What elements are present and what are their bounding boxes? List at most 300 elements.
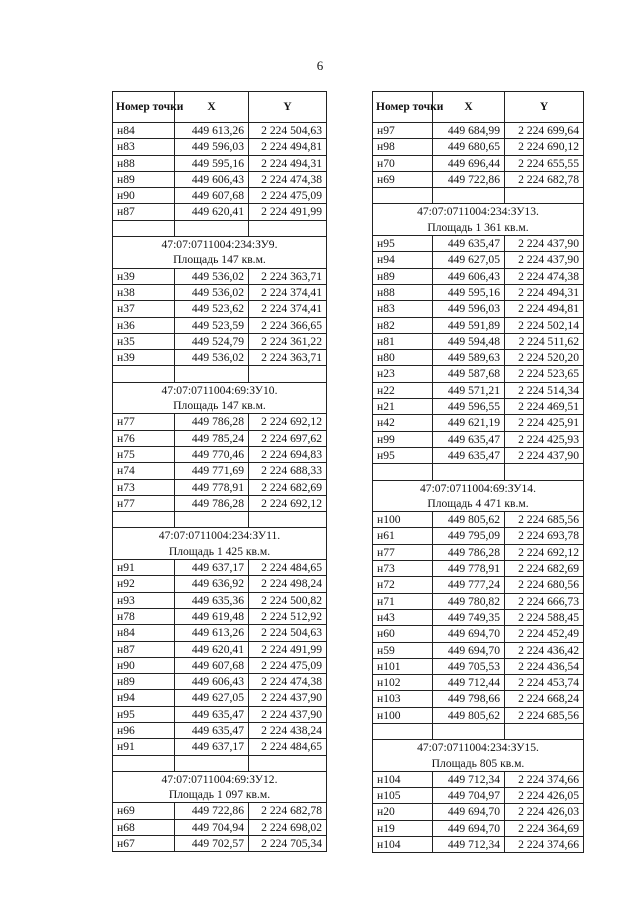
- point-number-cell: н101: [373, 658, 433, 674]
- y-coordinate-cell: 2 224 512,92: [249, 608, 327, 624]
- y-coordinate-cell: 2 224 698,02: [249, 819, 327, 835]
- point-number-cell: н87: [113, 641, 175, 657]
- table-row: [113, 641, 327, 657]
- table-row: [113, 139, 327, 155]
- empty-row: [113, 366, 327, 382]
- y-coordinate-cell: 2 224 494,81: [505, 301, 584, 317]
- point-number-cell: н60: [373, 626, 433, 642]
- point-number-cell: н89: [113, 171, 175, 187]
- table-row: [373, 626, 584, 642]
- x-coordinate-cell: 449 589,63: [433, 350, 505, 366]
- point-number-cell: н76: [113, 430, 175, 446]
- section-header-cell: [373, 204, 584, 236]
- x-coordinate-cell: 449 680,65: [433, 139, 505, 155]
- point-number-cell: н96: [113, 722, 175, 738]
- section-header-row: [373, 204, 584, 236]
- y-coordinate-cell: 2 224 699,64: [505, 123, 584, 139]
- x-coordinate-cell: 449 613,26: [175, 625, 249, 641]
- table-row: [113, 188, 327, 204]
- point-number-cell: н39: [113, 268, 175, 284]
- empty-cell: [373, 464, 433, 480]
- x-coordinate-cell: 449 786,28: [433, 544, 505, 560]
- y-coordinate-cell: 2 224 437,90: [249, 690, 327, 706]
- x-coordinate-cell: 449 635,47: [433, 447, 505, 463]
- table-row: [113, 333, 327, 349]
- x-coordinate-cell: 449 798,66: [433, 691, 505, 707]
- point-number-cell: н37: [113, 301, 175, 317]
- x-coordinate-cell: 449 780,82: [433, 593, 505, 609]
- point-number-cell: н73: [373, 561, 433, 577]
- point-number-cell: н35: [113, 333, 175, 349]
- point-number-cell: н100: [373, 512, 433, 528]
- table-row: [113, 204, 327, 220]
- point-number-cell: н99: [373, 431, 433, 447]
- x-coordinate-cell: 449 694,70: [433, 642, 505, 658]
- table-row: [373, 171, 584, 187]
- y-coordinate-cell: 2 224 588,45: [505, 609, 584, 625]
- point-number-cell: н82: [373, 317, 433, 333]
- x-coordinate-cell: 449 635,47: [175, 722, 249, 738]
- section-header-row: [373, 740, 584, 772]
- plot-area: Площадь 1 425 кв.м.: [168, 544, 271, 558]
- cadastral-number: 47:07:0711004:69:ЗУ12.: [161, 772, 278, 786]
- x-coordinate-cell: 449 596,03: [433, 301, 505, 317]
- y-coordinate-cell: 2 224 469,51: [505, 399, 584, 415]
- x-coordinate-cell: 449 705,53: [433, 658, 505, 674]
- y-coordinate-cell: 2 224 437,90: [505, 447, 584, 463]
- empty-cell: [249, 220, 327, 236]
- header-point-number: Номер точки: [113, 92, 175, 123]
- x-coordinate-cell: 449 771,69: [175, 463, 249, 479]
- plot-area: Площадь 1 361 кв.м.: [427, 220, 529, 234]
- table-row: [373, 820, 584, 836]
- y-coordinate-cell: 2 224 498,24: [249, 576, 327, 592]
- y-coordinate-cell: 2 224 502,14: [505, 317, 584, 333]
- table-row: [113, 560, 327, 576]
- table-row: [373, 642, 584, 658]
- empty-cell: [249, 366, 327, 382]
- table-row: [113, 479, 327, 495]
- x-coordinate-cell: 449 694,70: [433, 804, 505, 820]
- plot-area: Площадь 147 кв.м.: [173, 253, 266, 267]
- y-coordinate-cell: 2 224 680,56: [505, 577, 584, 593]
- section-header-row: [113, 771, 327, 803]
- y-coordinate-cell: 2 224 484,65: [249, 560, 327, 576]
- y-coordinate-cell: 2 224 453,74: [505, 675, 584, 691]
- plot-area: Площадь 805 кв.м.: [431, 756, 525, 770]
- empty-cell: [249, 512, 327, 528]
- table-row: [373, 333, 584, 349]
- point-number-cell: н84: [113, 123, 175, 139]
- x-coordinate-cell: 449 607,68: [175, 657, 249, 673]
- point-number-cell: н78: [113, 608, 175, 624]
- table-row: [113, 446, 327, 462]
- x-coordinate-cell: 449 712,34: [433, 771, 505, 787]
- y-coordinate-cell: 2 224 692,12: [505, 544, 584, 560]
- table-row: [113, 268, 327, 284]
- table-row: [373, 399, 584, 415]
- table-row: [113, 722, 327, 738]
- empty-cell: [505, 188, 584, 204]
- table-row: [113, 463, 327, 479]
- x-coordinate-cell: 449 627,05: [175, 690, 249, 706]
- point-number-cell: н94: [113, 690, 175, 706]
- y-coordinate-cell: 2 224 705,34: [249, 836, 327, 852]
- y-coordinate-cell: 2 224 690,12: [505, 139, 584, 155]
- table-row: [373, 139, 584, 155]
- section-header-row: [113, 237, 327, 269]
- table-row: [373, 382, 584, 398]
- table-row: [113, 592, 327, 608]
- x-coordinate-cell: 449 536,02: [175, 284, 249, 300]
- table-row: [373, 431, 584, 447]
- y-coordinate-cell: 2 224 437,90: [505, 236, 584, 252]
- table-body-left: [113, 123, 327, 852]
- table-row: [373, 788, 584, 804]
- y-coordinate-cell: 2 224 694,83: [249, 446, 327, 462]
- x-coordinate-cell: 449 635,36: [175, 592, 249, 608]
- y-coordinate-cell: 2 224 504,63: [249, 625, 327, 641]
- table-row: [113, 803, 327, 819]
- section-header-row: [373, 480, 584, 512]
- y-coordinate-cell: 2 224 688,33: [249, 463, 327, 479]
- table-row: [113, 171, 327, 187]
- x-coordinate-cell: 449 805,62: [433, 512, 505, 528]
- point-number-cell: н90: [113, 657, 175, 673]
- cadastral-number: 47:07:0711004:234:ЗУ15.: [417, 741, 539, 755]
- y-coordinate-cell: 2 224 363,71: [249, 268, 327, 284]
- point-number-cell: н83: [113, 139, 175, 155]
- cadastral-number: 47:07:0711004:234:ЗУ9.: [161, 238, 278, 252]
- point-number-cell: н77: [373, 544, 433, 560]
- y-coordinate-cell: 2 224 374,66: [505, 771, 584, 787]
- y-coordinate-cell: 2 224 491,99: [249, 204, 327, 220]
- table-row: [113, 706, 327, 722]
- x-coordinate-cell: 449 635,47: [175, 706, 249, 722]
- x-coordinate-cell: 449 696,44: [433, 155, 505, 171]
- x-coordinate-cell: 449 786,28: [175, 414, 249, 430]
- point-number-cell: н100: [373, 707, 433, 723]
- point-number-cell: н84: [113, 625, 175, 641]
- y-coordinate-cell: 2 224 426,03: [505, 804, 584, 820]
- point-number-cell: н42: [373, 415, 433, 431]
- x-coordinate-cell: 449 749,35: [433, 609, 505, 625]
- empty-cell: [433, 188, 505, 204]
- empty-cell: [113, 220, 175, 236]
- x-coordinate-cell: 449 785,24: [175, 430, 249, 446]
- empty-cell: [175, 220, 249, 236]
- x-coordinate-cell: 449 795,09: [433, 528, 505, 544]
- section-header-cell: [113, 237, 327, 269]
- x-coordinate-cell: 449 770,46: [175, 446, 249, 462]
- empty-row: [373, 188, 584, 204]
- table-row: [113, 317, 327, 333]
- point-number-cell: н73: [113, 479, 175, 495]
- table-row: [373, 577, 584, 593]
- page-number: 6: [316, 58, 324, 73]
- x-coordinate-cell: 449 595,16: [433, 284, 505, 300]
- y-coordinate-cell: 2 224 511,62: [505, 333, 584, 349]
- y-coordinate-cell: 2 224 425,93: [505, 431, 584, 447]
- cadastral-number: 47:07:0711004:234:ЗУ11.: [158, 529, 281, 543]
- x-coordinate-cell: 449 777,24: [433, 577, 505, 593]
- point-number-cell: н92: [113, 576, 175, 592]
- empty-cell: [113, 366, 175, 382]
- point-number-cell: н43: [373, 609, 433, 625]
- point-number-cell: н68: [113, 819, 175, 835]
- point-number-cell: н72: [373, 577, 433, 593]
- y-coordinate-cell: 2 224 491,99: [249, 641, 327, 657]
- x-coordinate-cell: 449 523,62: [175, 301, 249, 317]
- section-header-cell: [373, 480, 584, 512]
- table-row: [113, 836, 327, 852]
- point-number-cell: н89: [373, 268, 433, 284]
- x-coordinate-cell: 449 620,41: [175, 641, 249, 657]
- x-coordinate-cell: 449 620,41: [175, 204, 249, 220]
- empty-row: [373, 464, 584, 480]
- point-number-cell: н67: [113, 836, 175, 852]
- point-number-cell: н105: [373, 788, 433, 804]
- section-header-cell: [113, 382, 327, 414]
- x-coordinate-cell: 449 613,26: [175, 123, 249, 139]
- empty-row: [373, 723, 584, 739]
- point-number-cell: н94: [373, 252, 433, 268]
- y-coordinate-cell: 2 224 520,20: [505, 350, 584, 366]
- table-row: [373, 366, 584, 382]
- section-header-cell: [113, 528, 327, 560]
- table-row: [373, 284, 584, 300]
- y-coordinate-cell: 2 224 682,69: [505, 561, 584, 577]
- table-header-row: [373, 92, 584, 123]
- x-coordinate-cell: 449 591,89: [433, 317, 505, 333]
- point-number-cell: н91: [113, 739, 175, 755]
- empty-cell: [113, 512, 175, 528]
- x-coordinate-cell: 449 722,86: [433, 171, 505, 187]
- y-coordinate-cell: 2 224 452,49: [505, 626, 584, 642]
- empty-cell: [175, 366, 249, 382]
- point-number-cell: н36: [113, 317, 175, 333]
- x-coordinate-cell: 449 635,47: [433, 236, 505, 252]
- table-row: [373, 415, 584, 431]
- y-coordinate-cell: 2 224 692,12: [249, 414, 327, 430]
- y-coordinate-cell: 2 224 361,22: [249, 333, 327, 349]
- y-coordinate-cell: 2 224 475,09: [249, 188, 327, 204]
- point-number-cell: н95: [373, 236, 433, 252]
- y-coordinate-cell: 2 224 474,38: [249, 674, 327, 690]
- point-number-cell: н77: [113, 414, 175, 430]
- x-coordinate-cell: 449 778,91: [433, 561, 505, 577]
- y-coordinate-cell: 2 224 500,82: [249, 592, 327, 608]
- x-coordinate-cell: 449 587,68: [433, 366, 505, 382]
- plot-area: Площадь 1 097 кв.м.: [168, 788, 271, 802]
- x-coordinate-cell: 449 637,17: [175, 739, 249, 755]
- section-header-cell: [113, 771, 327, 803]
- x-coordinate-cell: 449 524,79: [175, 333, 249, 349]
- table-row: [373, 544, 584, 560]
- table-row: [373, 252, 584, 268]
- y-coordinate-cell: 2 224 682,78: [505, 171, 584, 187]
- y-coordinate-cell: 2 224 438,24: [249, 722, 327, 738]
- empty-row: [113, 755, 327, 771]
- point-number-cell: н23: [373, 366, 433, 382]
- table-row: [373, 771, 584, 787]
- x-coordinate-cell: 449 595,16: [175, 155, 249, 171]
- y-coordinate-cell: 2 224 425,91: [505, 415, 584, 431]
- point-number-cell: н70: [373, 155, 433, 171]
- empty-row: [113, 512, 327, 528]
- x-coordinate-cell: 449 712,34: [433, 837, 505, 853]
- cadastral-number: 47:07:0711004:69:ЗУ14.: [419, 481, 537, 495]
- x-coordinate-cell: 449 635,47: [433, 431, 505, 447]
- table-row: [113, 625, 327, 641]
- point-number-cell: н74: [113, 463, 175, 479]
- empty-cell: [373, 188, 433, 204]
- table-row: [373, 268, 584, 284]
- point-number-cell: н19: [373, 820, 433, 836]
- table-row: [373, 691, 584, 707]
- y-coordinate-cell: 2 224 693,78: [505, 528, 584, 544]
- x-coordinate-cell: 449 786,28: [175, 495, 249, 511]
- header-point-number: Номер точки: [373, 92, 433, 123]
- point-number-cell: н38: [113, 284, 175, 300]
- point-number-cell: н20: [373, 804, 433, 820]
- y-coordinate-cell: 2 224 364,69: [505, 820, 584, 836]
- empty-cell: [433, 464, 505, 480]
- point-number-cell: н39: [113, 350, 175, 366]
- y-coordinate-cell: 2 224 475,09: [249, 657, 327, 673]
- y-coordinate-cell: 2 224 436,42: [505, 642, 584, 658]
- y-coordinate-cell: 2 224 697,62: [249, 430, 327, 446]
- y-coordinate-cell: 2 224 494,31: [505, 284, 584, 300]
- table-row: [113, 576, 327, 592]
- y-coordinate-cell: 2 224 437,90: [249, 706, 327, 722]
- x-coordinate-cell: 449 606,43: [175, 171, 249, 187]
- y-coordinate-cell: 2 224 523,65: [505, 366, 584, 382]
- y-coordinate-cell: 2 224 685,56: [505, 512, 584, 528]
- plot-area: Площадь 4 471 кв.м.: [427, 496, 529, 510]
- point-number-cell: н77: [113, 495, 175, 511]
- point-number-cell: н83: [373, 301, 433, 317]
- header-y: Y: [249, 92, 327, 123]
- point-number-cell: н90: [113, 188, 175, 204]
- table-row: [373, 301, 584, 317]
- table-row: [373, 837, 584, 853]
- table-row: [113, 739, 327, 755]
- y-coordinate-cell: 2 224 484,65: [249, 739, 327, 755]
- point-number-cell: н104: [373, 771, 433, 787]
- section-header-cell: [373, 740, 584, 772]
- header-x: X: [175, 92, 249, 123]
- empty-cell: [505, 464, 584, 480]
- y-coordinate-cell: 2 224 494,31: [249, 155, 327, 171]
- y-coordinate-cell: 2 224 685,56: [505, 707, 584, 723]
- x-coordinate-cell: 449 621,19: [433, 415, 505, 431]
- y-coordinate-cell: 2 224 668,24: [505, 691, 584, 707]
- x-coordinate-cell: 449 637,17: [175, 560, 249, 576]
- table-row: [113, 495, 327, 511]
- y-coordinate-cell: 2 224 366,65: [249, 317, 327, 333]
- plot-area: Площадь 147 кв.м.: [173, 399, 266, 413]
- point-number-cell: н21: [373, 399, 433, 415]
- section-header-row: [113, 528, 327, 560]
- point-number-cell: н88: [373, 284, 433, 300]
- section-header-row: [113, 382, 327, 414]
- x-coordinate-cell: 449 523,59: [175, 317, 249, 333]
- x-coordinate-cell: 449 694,70: [433, 820, 505, 836]
- point-number-cell: н88: [113, 155, 175, 171]
- table-row: [373, 155, 584, 171]
- empty-cell: [175, 512, 249, 528]
- y-coordinate-cell: 2 224 655,55: [505, 155, 584, 171]
- point-number-cell: н95: [373, 447, 433, 463]
- point-number-cell: н71: [373, 593, 433, 609]
- y-coordinate-cell: 2 224 666,73: [505, 593, 584, 609]
- empty-cell: [249, 755, 327, 771]
- coordinates-table-right: [372, 91, 584, 853]
- x-coordinate-cell: 449 636,92: [175, 576, 249, 592]
- table-row: [113, 690, 327, 706]
- x-coordinate-cell: 449 627,05: [433, 252, 505, 268]
- empty-cell: [373, 723, 433, 739]
- table-row: [113, 430, 327, 446]
- table-row: [113, 350, 327, 366]
- point-number-cell: н103: [373, 691, 433, 707]
- table-row: [373, 236, 584, 252]
- empty-cell: [113, 755, 175, 771]
- x-coordinate-cell: 449 694,70: [433, 626, 505, 642]
- cadastral-number: 47:07:0711004:69:ЗУ10.: [161, 383, 278, 397]
- y-coordinate-cell: 2 224 682,78: [249, 803, 327, 819]
- empty-cell: [433, 723, 505, 739]
- table-row: [373, 528, 584, 544]
- point-number-cell: н80: [373, 350, 433, 366]
- table-row: [373, 447, 584, 463]
- header-y: Y: [505, 92, 584, 123]
- table-row: [373, 317, 584, 333]
- empty-cell: [175, 755, 249, 771]
- table-row: [113, 674, 327, 690]
- point-number-cell: н93: [113, 592, 175, 608]
- point-number-cell: н97: [373, 123, 433, 139]
- table-row: [113, 414, 327, 430]
- table-row: [373, 350, 584, 366]
- table-row: [113, 657, 327, 673]
- point-number-cell: н98: [373, 139, 433, 155]
- table-body-right: [373, 123, 584, 853]
- x-coordinate-cell: 449 712,44: [433, 675, 505, 691]
- y-coordinate-cell: 2 224 514,34: [505, 382, 584, 398]
- x-coordinate-cell: 449 702,57: [175, 836, 249, 852]
- x-coordinate-cell: 449 704,97: [433, 788, 505, 804]
- point-number-cell: н75: [113, 446, 175, 462]
- header-x: X: [433, 92, 505, 123]
- point-number-cell: н104: [373, 837, 433, 853]
- point-number-cell: н89: [113, 674, 175, 690]
- x-coordinate-cell: 449 607,68: [175, 188, 249, 204]
- table-row: [373, 675, 584, 691]
- point-number-cell: н22: [373, 382, 433, 398]
- table-row: [373, 593, 584, 609]
- y-coordinate-cell: 2 224 374,41: [249, 301, 327, 317]
- x-coordinate-cell: 449 606,43: [175, 674, 249, 690]
- table-row: [373, 561, 584, 577]
- x-coordinate-cell: 449 805,62: [433, 707, 505, 723]
- y-coordinate-cell: 2 224 437,90: [505, 252, 584, 268]
- point-number-cell: н69: [113, 803, 175, 819]
- coordinates-table-left: [112, 91, 327, 852]
- y-coordinate-cell: 2 224 682,69: [249, 479, 327, 495]
- y-coordinate-cell: 2 224 426,05: [505, 788, 584, 804]
